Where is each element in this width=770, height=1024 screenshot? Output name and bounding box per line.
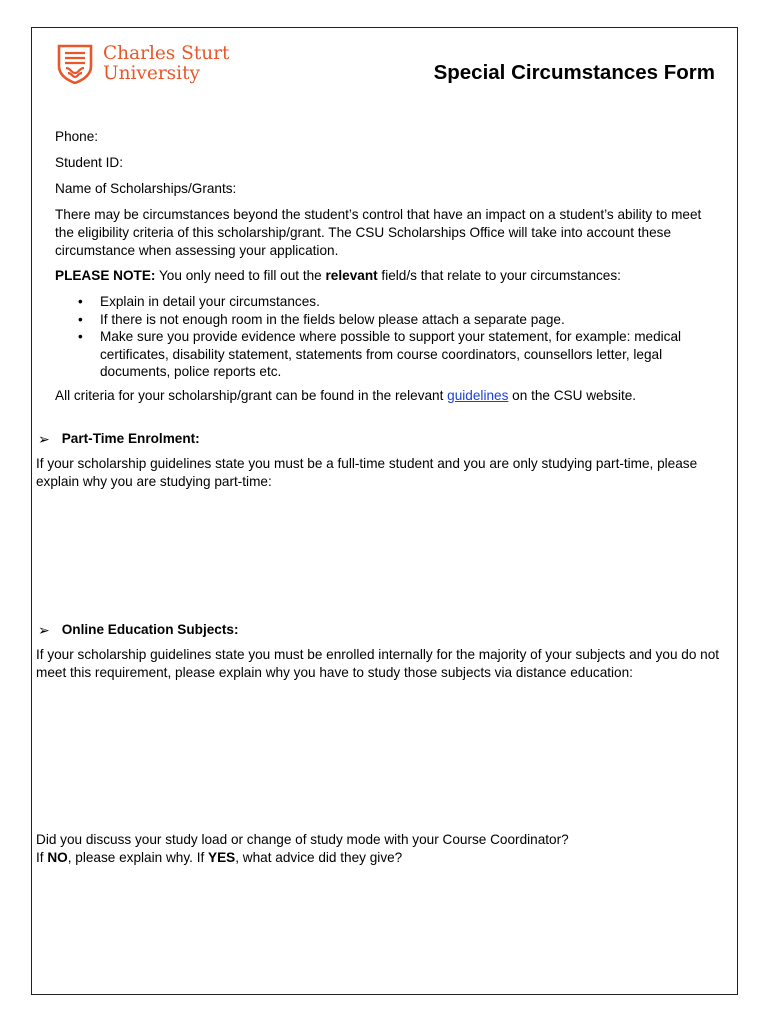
list-item: • Explain in detail your circumstances. <box>78 294 320 309</box>
part-time-text: If your scholarship guidelines state you must be a full-time student and you are only studying part-time, please explain why you are studying part-time: <box>36 456 698 489</box>
part-time-heading-text: Part-Time Enrolment: <box>61 431 200 446</box>
discussion-yes: YES <box>208 850 236 865</box>
list-item: • If there is not enough room in the fields below please attach a separate page. <box>78 311 565 327</box>
form-title: Special Circumstances Form <box>433 61 715 84</box>
phone-label: Phone: <box>55 129 99 144</box>
please-note-text-1: You only need to fill out the <box>155 268 326 283</box>
list-item: • Make sure you provide evidence where possible to support your statement, for example: medical certificates, disability statement, statements from course coordinators, counsellors letter, legal documents, police reports etc. <box>78 329 682 379</box>
discussion-text-2: , please explain why. If <box>67 850 209 865</box>
online-text: If your scholarship guidelines state you must be enrolled internally for the majority of your subjects and you do not meet this requirement, please explain why you have to study those subjects via distance education: <box>36 647 720 680</box>
list-item-text: If there is not enough room in the fields below please attach a separate page. <box>100 311 565 327</box>
criteria-text-2: on the CSU website. <box>508 388 637 403</box>
csu-crest-icon <box>57 44 93 84</box>
please-note-label: PLEASE NOTE: <box>55 268 156 283</box>
discussion-instruction <box>36 849 726 867</box>
arrow-bullet-icon: ➢ <box>38 431 50 447</box>
student-id-label: Student ID: <box>55 155 124 170</box>
part-time-heading <box>38 430 200 448</box>
logo-wordmark <box>103 44 229 84</box>
online-answer-area[interactable] <box>36 703 726 823</box>
scholarships-label: Name of Scholarships/Grants: <box>55 181 237 196</box>
logo-line-1: Charles Sturt <box>103 43 230 64</box>
online-heading <box>38 621 238 639</box>
please-note-emphasis: relevant <box>325 268 378 283</box>
logo-line-2: University <box>103 63 200 84</box>
please-note-text-2: field/s that relate to your circumstances: <box>377 268 621 283</box>
arrow-bullet-icon: ➢ <box>38 622 50 638</box>
online-heading-text: Online Education Subjects: <box>61 622 239 637</box>
guidelines-link[interactable]: guidelines <box>447 388 509 403</box>
list-item-text: Explain in detail your circumstances. <box>100 294 320 309</box>
discussion-text-1: If <box>36 850 48 865</box>
discussion-no: NO <box>47 850 68 865</box>
instructions-list <box>78 293 718 381</box>
intro-paragraph: There may be circumstances beyond the student’s control that have an impact on a student’s ability to meet the eligibility criteria of this scholarship/grant. The CSU Scholarships Office will take into account these circumstance when assessing your application. <box>55 207 702 258</box>
list-item-text: Make sure you provide evidence where possible to support your statement, for example: medical certificates, disability statement, statements from course coordinators, counsellors letter, legal documents, police reports etc. <box>100 329 682 379</box>
csu-logo <box>57 44 229 84</box>
discussion-question: Did you discuss your study load or change of study mode with your Course Coordinator? <box>36 832 569 847</box>
criteria-text-1: All criteria for your scholarship/grant can be found in the relevant <box>55 388 448 403</box>
please-note <box>55 267 715 285</box>
part-time-answer-area[interactable] <box>36 495 726 615</box>
criteria-paragraph <box>55 387 675 405</box>
discussion-text-3: , what advice did they give? <box>235 850 403 865</box>
discussion-answer-area[interactable] <box>36 872 726 987</box>
